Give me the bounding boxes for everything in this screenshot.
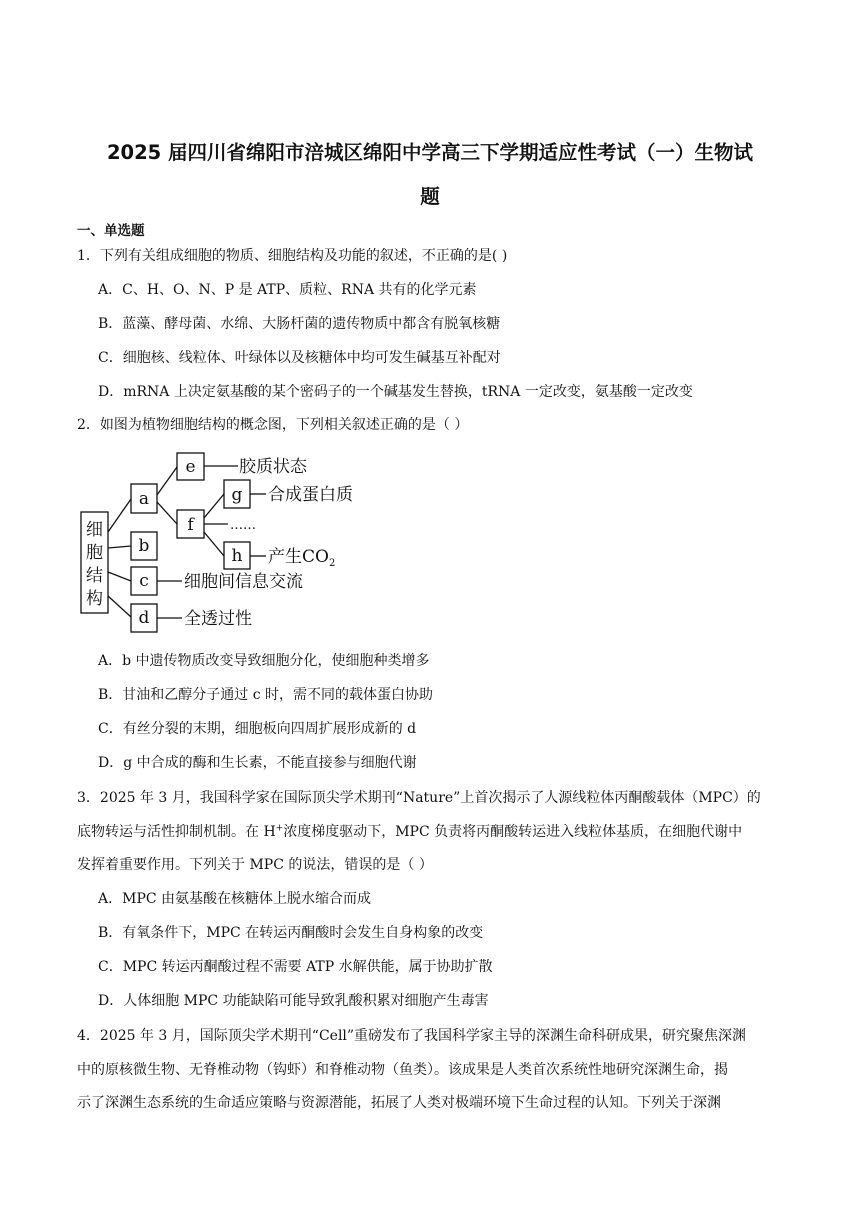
- q1-option-b: B．蓝藻、酵母菌、水绵、大肠杆菌的遗传物质中都含有脱氧核糖: [98, 316, 501, 332]
- q3-option-a: A．MPC 由氨基酸在核糖体上脱水缩合而成: [98, 891, 372, 907]
- q4-stem-line-2: 中的原核微生物、无脊椎动物（钩虾）和脊椎动物（鱼类）。该成果是人类首次系统性地研究深渊生命，揭: [77, 1062, 728, 1078]
- q4-stem-line-1: 4．2025 年 3 月，国际顶尖学术期刊“Cell”重磅发布了我国科学家主导的深渊生命科研成果，研究聚焦深渊: [77, 1028, 747, 1044]
- label-h: 产生$CO_2$: [268, 547, 336, 569]
- q3-stem-line-3: 发挥着重要作用。下列关于 MPC 的说法，错误的是（ ）: [77, 857, 433, 873]
- q2-option-b: B．甘油和乙醇分子通过 c 时，需不同的载体蛋白协助: [98, 687, 434, 703]
- q1-stem: 1．下列有关组成细胞的物质、细胞结构及功能的叙述，不正确的是( ): [77, 248, 508, 264]
- root-char-3: 结: [86, 566, 103, 586]
- q2-option-a: A．b 中遗传物质改变导致细胞分化，使细胞种类增多: [98, 653, 430, 669]
- q4-stem-line-3: 示了深渊生态系统的生命适应策略与资源潜能，拓展了人类对极端环境下生命过程的认知。下列关于深渊: [77, 1095, 721, 1111]
- q1-option-a: A．C、H、O、N、P 是 ATP、质粒、RNA 共有的化学元素: [98, 282, 477, 298]
- q3-option-d: D．人体细胞 MPC 功能缺陷可能导致乳酸积累对细胞产生毒害: [98, 993, 489, 1009]
- node-b: b: [138, 536, 150, 556]
- q3-stem-line-2: 底物转运与活性抑制机制。在 H+浓度梯度驱动下，MPC 负责将丙酮酸转运进入线粒体基质，在细胞代谢中: [77, 823, 743, 840]
- cell-structure-concept-diagram: [78, 446, 378, 636]
- node-c: c: [139, 571, 149, 591]
- q1-option-c: C．细胞核、线粒体、叶绿体以及核糖体中均可发生碱基互补配对: [98, 350, 501, 366]
- q2-stem: 2．如图为植物细胞结构的概念图，下列相关叙述正确的是（ ）: [77, 417, 469, 433]
- label-d: 全透过性: [184, 609, 252, 629]
- root-char-4: 构: [86, 589, 103, 609]
- label-e: 胶质状态: [239, 457, 307, 477]
- root-char-1: 细: [86, 520, 103, 540]
- title-line-2: 题: [420, 185, 440, 208]
- node-g: g: [231, 485, 243, 505]
- q3-stem-line-1: 3．2025 年 3 月，我国科学家在国际顶尖学术期刊“Nature”上首次揭示了人源线粒体丙酮酸载体（MPC）的: [77, 790, 761, 806]
- root-char-2: 胞: [86, 543, 103, 563]
- node-d: d: [138, 608, 150, 628]
- section-heading: 一、单选题: [77, 223, 145, 239]
- node-a: a: [138, 489, 150, 509]
- q2-option-d: D．g 中合成的酶和生长素，不能直接参与细胞代谢: [98, 755, 417, 771]
- label-g: 合成蛋白质: [268, 485, 353, 505]
- node-e: e: [185, 457, 196, 477]
- q3-option-b: B．有氧条件下，MPC 在转运丙酮酸时会发生自身构象的改变: [98, 925, 484, 941]
- q1-option-d: D．mRNA 上决定氨基酸的某个密码子的一个碱基发生替换，tRNA 一定改变，氨基酸一定改变: [98, 384, 693, 400]
- q3-option-c: C．MPC 转运丙酮酸过程不需要 ATP 水解供能，属于协助扩散: [98, 959, 493, 975]
- q2-option-c: C．有丝分裂的末期，细胞板向四周扩展形成新的 d: [98, 721, 417, 737]
- label-c: 细胞间信息交流: [184, 572, 303, 592]
- title-line-1: 2025 届四川省绵阳市涪城区绵阳中学高三下学期适应性考试（一）生物试: [106, 141, 754, 164]
- node-h: h: [231, 546, 243, 566]
- document-title: [60, 131, 800, 219]
- node-f: f: [187, 515, 194, 535]
- label-dots: ……: [230, 518, 256, 533]
